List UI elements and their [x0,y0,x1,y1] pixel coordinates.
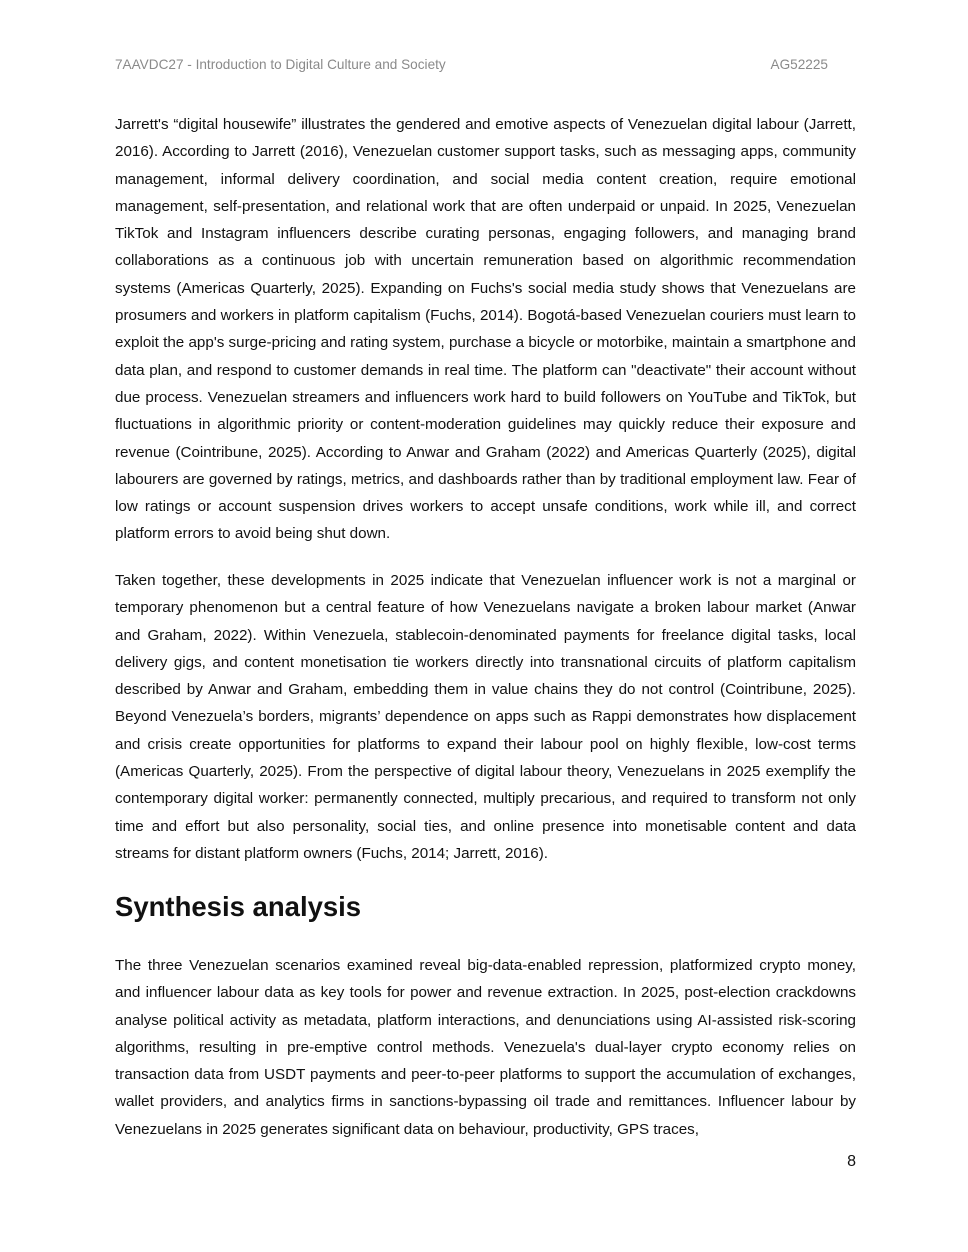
paragraph-digital-housewife: Jarrett's “digital housewife” illustrates the gendered and emotive aspects of Venezuelan digital labour (Jarrett, 2016). According to Jarrett (2016), Venezuelan customer support tasks, such as messaging apps, community management, informal delivery coordination, and social media content creation, require emotional management, self-presentation, and relational work that are often underpaid or unpaid. In 2025, Venezuelan TikTok and Instagram influencers describe curating personas, engaging followers, and managing brand collaborations as a continuous job with uncertain remuneration based on algorithmic recommendation systems (Americas Quarterly, 2025). Expanding on Fuchs's social media study shows that Venezuelans are prosumers and workers in platform capitalism (Fuchs, 2014). Bogotá-based Venezuelan couriers must learn to exploit the app's surge-pricing and rating system, purchase a bicycle or motorbike, maintain a smartphone and data plan, and respond to customer demands in real time. The platform can "deactivate" their account without due process. Venezuelan streamers and influencers work hard to build followers on YouTube and TikTok, but fluctuations in algorithmic priority or content-moderation guidelines may quickly reduce their exposure and revenue (Cointribune, 2025). According to Anwar and Graham (2022) and Americas Quarterly (2025), digital labourers are governed by ratings, metrics, and dashboards rather than by traditional employment law. Fear of low ratings or account suspension drives workers to accept unsafe conditions, work while ill, and correct platform errors to avoid being shut down. [115,116,856,543]
page-header [115,57,828,77]
section-heading: Synthesis analysis [115,891,362,922]
page-number: 8 [847,1153,856,1170]
student-id: AG52225 [770,57,828,72]
course-title: 7AAVDC27 - Introduction to Digital Culture and Society [115,57,446,72]
paragraph-taken-together: Taken together, these developments in 2025 indicate that Venezuelan influencer work is not a marginal or temporary phenomenon but a central feature of how Venezuelans navigate a broken labour market (Anwar and Graham, 2022). Within Venezuela, stablecoin-denominated payments for freelance digital tasks, local delivery gigs, and content monetisation tie workers directly into transnational circuits of platform capitalism described by Anwar and Graham, embedding them in value chains they do not control (Cointribune, 2025). Beyond Venezuela’s borders, migrants’ dependence on apps such as Rappi demonstrates how displacement and crisis create opportunities for platforms to expand their labour pool on highly flexible, low-cost terms (Americas Quarterly, 2025). From the perspective of digital labour theory, Venezuelans in 2025 exemplify the contemporary digital worker: permanently connected, multiply precarious, and required to transform not only time and effort but also personality, social ties, and online presence into monetisable content and data streams for distant platform owners (Fuchs, 2014; Jarrett, 2016). [115,572,856,862]
paragraph-synthesis: The three Venezuelan scenarios examined reveal big-data-enabled repression, platformized crypto money, and influencer labour data as key tools for power and revenue extraction. In 2025, post-election crackdowns analyse political activity as metadata, platform interactions, and denunciations using AI-assisted risk-scoring algorithms, resulting in pre-emptive control methods. Venezuela's dual-layer crypto economy relies on transaction data from USDT payments and peer-to-peer platforms to support the accumulation of exchanges, wallet providers, and analytics firms in sanctions-bypassing oil trade and remittances. Influencer labour by Venezuelans in 2025 generates significant data on behaviour, productivity, GPS traces, [115,957,856,1138]
